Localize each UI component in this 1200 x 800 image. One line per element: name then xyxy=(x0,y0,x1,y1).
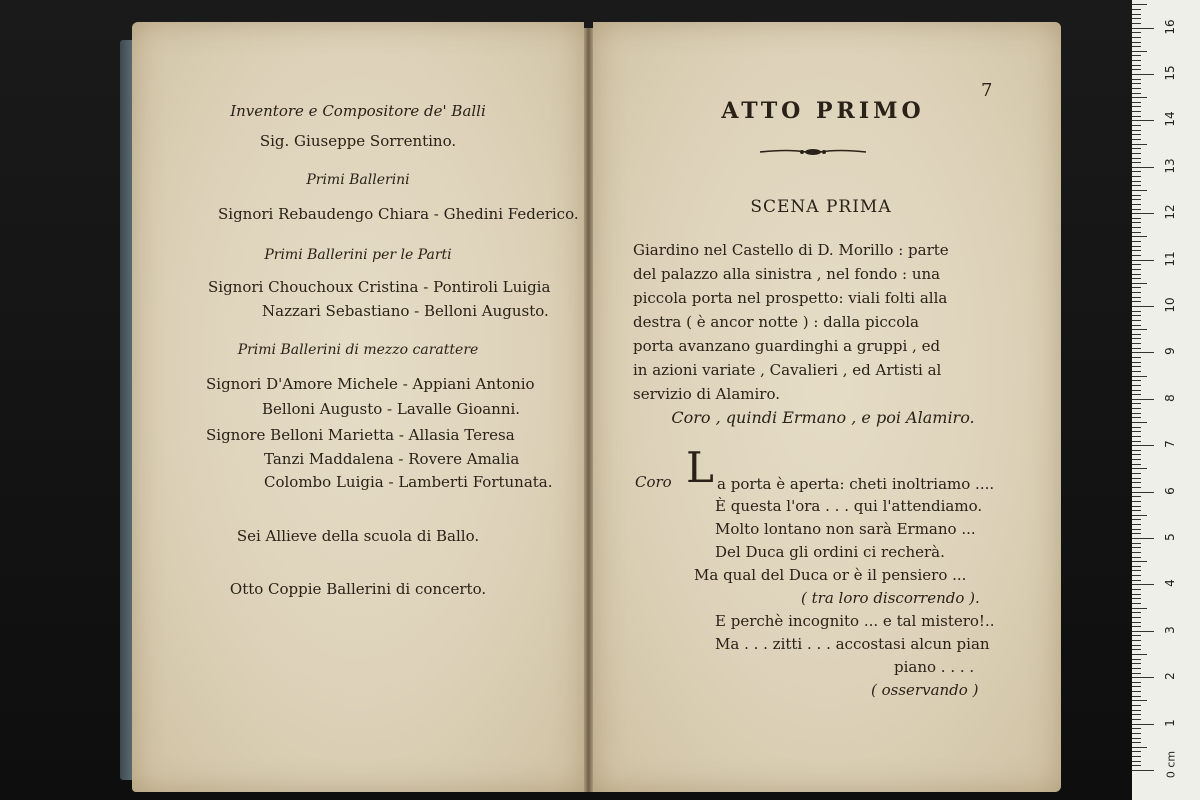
characters-line: Coro , quindi Ermano , e poi Alamiro. xyxy=(671,408,975,427)
ruler-tick xyxy=(1132,366,1141,367)
ruler-tick xyxy=(1132,557,1141,558)
ruler-label: 10 xyxy=(1163,297,1177,313)
ruler-tick xyxy=(1132,4,1147,5)
ruler-tick xyxy=(1132,148,1141,149)
ruler-label: 16 xyxy=(1163,18,1177,35)
ruler-tick xyxy=(1132,241,1141,242)
ruler-tick xyxy=(1132,158,1141,159)
ruler-tick xyxy=(1132,686,1141,687)
ruler-tick xyxy=(1132,83,1141,84)
coppie-line: Otto Coppie Ballerini di concerto. xyxy=(229,580,487,598)
ruler-tick xyxy=(1132,269,1141,270)
ruler-tick xyxy=(1132,464,1141,465)
ruler-tick xyxy=(1132,204,1141,205)
ruler-tick xyxy=(1132,130,1141,131)
ruler-tick xyxy=(1132,250,1141,251)
ruler-tick xyxy=(1132,594,1141,595)
ruler-tick xyxy=(1132,93,1141,94)
ruler-tick xyxy=(1132,742,1141,743)
ruler-tick xyxy=(1132,417,1141,418)
ruler-label: 4 xyxy=(1163,579,1177,588)
ruler-tick xyxy=(1132,584,1154,585)
ruler-tick xyxy=(1132,232,1141,233)
ruler-tick xyxy=(1132,190,1147,191)
ruler-tick xyxy=(1132,46,1141,47)
ruler-tick xyxy=(1132,260,1154,261)
ruler-tick xyxy=(1132,42,1141,43)
allieve-line: Sei Allieve della scuola di Ballo. xyxy=(236,527,480,545)
ruler-tick xyxy=(1132,144,1147,145)
ruler-tick xyxy=(1132,394,1141,395)
ornament-rule xyxy=(758,146,868,158)
ruler-tick xyxy=(1132,334,1141,335)
ruler-tick xyxy=(1132,649,1141,650)
ruler-tick xyxy=(1132,751,1141,752)
ruler-label: 14 xyxy=(1163,111,1177,128)
ruler-tick xyxy=(1132,51,1147,52)
ruler-tick xyxy=(1132,385,1141,386)
ruler-label: 9 xyxy=(1163,347,1177,356)
ruler-tick xyxy=(1132,668,1141,669)
ruler-tick xyxy=(1132,348,1141,349)
ruler-tick xyxy=(1132,171,1141,172)
ruler-tick xyxy=(1132,134,1141,135)
ruler-tick xyxy=(1132,608,1147,609)
ruler-label: 12 xyxy=(1163,204,1177,220)
ruler-tick xyxy=(1132,445,1154,446)
ruler-label: 13 xyxy=(1163,158,1177,174)
ruler-tick xyxy=(1132,705,1141,706)
ruler-label: 1 xyxy=(1163,718,1177,727)
ruler-tick xyxy=(1132,561,1147,562)
ruler-tick xyxy=(1132,65,1141,66)
ruler-tick xyxy=(1132,510,1141,511)
ruler-tick xyxy=(1132,120,1154,121)
parti-line-2: Nazzari Sebastiano - Belloni Augusto. xyxy=(262,302,549,320)
parti-heading: Primi Ballerini per le Parti xyxy=(264,247,452,263)
ruler-tick xyxy=(1132,403,1141,404)
ruler-tick xyxy=(1132,589,1141,590)
primi-heading: Primi Ballerini xyxy=(306,172,410,188)
ruler-tick xyxy=(1132,492,1154,493)
ruler-tick xyxy=(1132,362,1141,363)
verse-line: a porta è aperta: cheti inoltriamo .... xyxy=(717,475,995,493)
ruler-label: 11 xyxy=(1163,250,1177,267)
ruler-tick xyxy=(1132,691,1141,692)
ruler-tick xyxy=(1132,622,1141,623)
ruler-tick xyxy=(1132,598,1141,599)
ruler-tick xyxy=(1132,738,1141,739)
ruler-tick xyxy=(1132,441,1141,442)
ruler-tick xyxy=(1132,371,1141,372)
verse-line: E perchè incognito ... e tal mistero!.. xyxy=(715,612,995,630)
ruler-tick xyxy=(1132,274,1141,275)
inventor-heading: Inventore e Compositore de' Balli xyxy=(230,102,486,120)
ruler-tick xyxy=(1132,626,1141,627)
ruler-tick xyxy=(1132,399,1154,400)
ruler-tick xyxy=(1132,55,1141,56)
ruler-tick xyxy=(1132,97,1147,98)
mezzo-line-1: Signori D'Amore Michele - Appiani Antonio xyxy=(206,375,535,393)
ruler-label: 5 xyxy=(1163,533,1177,541)
ruler-tick xyxy=(1132,459,1141,460)
ruler-tick xyxy=(1132,552,1141,553)
ruler-tick xyxy=(1132,408,1141,409)
speaker-label: Coro xyxy=(635,473,672,491)
ruler-tick xyxy=(1132,612,1141,613)
ruler-tick xyxy=(1132,529,1141,530)
ruler-tick xyxy=(1132,69,1141,70)
ruler-tick xyxy=(1132,376,1147,377)
ruler-tick xyxy=(1132,570,1141,571)
ruler-tick xyxy=(1132,547,1141,548)
ruler-tick xyxy=(1132,79,1141,80)
ruler-tick xyxy=(1132,501,1141,502)
ruler-tick xyxy=(1132,677,1154,678)
ruler-tick xyxy=(1132,659,1141,660)
ruler-tick xyxy=(1132,580,1141,581)
primi-names: Signori Rebaudengo Chiara - Ghedini Federico. xyxy=(218,205,579,223)
right-page xyxy=(593,22,1061,792)
ruler-tick xyxy=(1132,436,1141,437)
ruler-tick xyxy=(1132,222,1141,223)
ruler-tick xyxy=(1132,357,1141,358)
ruler-tick xyxy=(1132,714,1141,715)
ruler-tick xyxy=(1132,645,1141,646)
stage-direction-line: del palazzo alla sinistra , nel fondo : una xyxy=(633,265,941,283)
ruler-tick xyxy=(1132,640,1141,641)
ruler-tick xyxy=(1132,139,1141,140)
ruler-label: 3 xyxy=(1163,625,1177,634)
stage-direction-line: piccola porta nel prospetto: viali folti alla xyxy=(633,289,948,307)
stage-direction-line: porta avanzano guardinghi a gruppi , ed xyxy=(633,337,941,355)
ruler-tick xyxy=(1132,278,1141,279)
ruler-tick xyxy=(1132,255,1141,256)
ruler-tick xyxy=(1132,343,1141,344)
ruler-tick xyxy=(1132,352,1154,353)
ruler-tick xyxy=(1132,325,1141,326)
verse-stage-note: ( tra loro discorrendo ). xyxy=(801,589,980,607)
ruler-tick xyxy=(1132,287,1141,288)
ruler-tick xyxy=(1132,770,1154,771)
measurement-ruler xyxy=(1132,0,1200,800)
ruler-tick xyxy=(1132,106,1141,107)
ruler-tick xyxy=(1132,218,1141,219)
ruler-tick xyxy=(1132,635,1141,636)
ruler-tick xyxy=(1132,181,1141,182)
ruler-label: 2 xyxy=(1163,672,1177,681)
ruler-tick xyxy=(1132,246,1141,247)
ruler-tick xyxy=(1132,487,1141,488)
ruler-tick xyxy=(1132,297,1141,298)
ruler-label: 8 xyxy=(1163,393,1177,402)
ruler-tick xyxy=(1132,450,1141,451)
ruler-tick xyxy=(1132,227,1141,228)
ruler-tick xyxy=(1132,538,1154,539)
inventor-name: Sig. Giuseppe Sorrentino. xyxy=(259,132,457,150)
verse-line: Molto lontano non sarà Ermano ... xyxy=(715,520,976,538)
ruler-tick xyxy=(1132,264,1141,265)
ruler-tick xyxy=(1132,23,1141,24)
ruler-tick xyxy=(1132,329,1147,330)
ruler-tick xyxy=(1132,88,1141,89)
verse-line: Ma . . . zitti . . . accostasi alcun pian xyxy=(715,635,990,653)
ruler-tick xyxy=(1132,747,1147,748)
scene-title: SCENA PRIMA xyxy=(750,197,892,217)
ruler-tick xyxy=(1132,533,1141,534)
page-number: 7 xyxy=(981,80,993,101)
ruler-tick xyxy=(1132,482,1141,483)
stage-direction-line: Giardino nel Castello di D. Morillo : parte xyxy=(633,241,949,259)
ruler-tick xyxy=(1132,543,1141,544)
ruler-tick xyxy=(1132,301,1141,302)
ruler-tick xyxy=(1132,14,1141,15)
ruler-tick xyxy=(1132,654,1147,655)
ruler-tick xyxy=(1132,728,1141,729)
signore-line-3: Colombo Luigia - Lamberti Fortunata. xyxy=(264,473,553,491)
ruler-tick xyxy=(1132,74,1154,75)
ruler-tick xyxy=(1132,18,1141,19)
left-page xyxy=(132,22,584,792)
ruler-tick xyxy=(1132,468,1147,469)
ruler-tick xyxy=(1132,292,1141,293)
ruler-tick xyxy=(1132,431,1141,432)
ruler-tick xyxy=(1132,413,1141,414)
drop-cap: L xyxy=(686,443,714,492)
ruler-tick xyxy=(1132,162,1141,163)
ruler-tick xyxy=(1132,422,1147,423)
ruler-tick xyxy=(1132,724,1154,725)
ruler-tick xyxy=(1132,338,1141,339)
ruler-tick xyxy=(1132,566,1141,567)
ruler-tick xyxy=(1132,306,1154,307)
ruler-tick xyxy=(1132,454,1141,455)
ruler-tick xyxy=(1132,478,1141,479)
ruler-tick xyxy=(1132,32,1141,33)
verse-stage-note: ( osservando ) xyxy=(871,681,979,699)
ruler-tick xyxy=(1132,603,1141,604)
ruler-tick xyxy=(1132,756,1141,757)
ruler-tick xyxy=(1132,213,1154,214)
ruler-tick xyxy=(1132,506,1141,507)
ruler-tick xyxy=(1132,185,1141,186)
ruler-tick xyxy=(1132,719,1141,720)
stage-direction-line: in azioni variate , Cavalieri , ed Artisti al xyxy=(633,361,942,379)
verse-line: Ma qual del Duca or è il pensiero ... xyxy=(694,566,967,584)
ruler-tick xyxy=(1132,515,1147,516)
ruler-tick xyxy=(1132,315,1141,316)
signore-line-2: Tanzi Maddalena - Rovere Amalia xyxy=(264,450,520,468)
mezzo-line-2: Belloni Augusto - Lavalle Gioanni. xyxy=(262,400,521,418)
ruler-tick xyxy=(1132,209,1141,210)
act-title: ATTO PRIMO xyxy=(721,98,925,124)
ruler-tick xyxy=(1132,125,1141,126)
ruler-label: 7 xyxy=(1163,440,1177,449)
stage-direction-line: destra ( è ancor notte ) : dalla piccola xyxy=(633,313,919,331)
ruler-tick xyxy=(1132,473,1141,474)
ruler-tick xyxy=(1132,631,1154,632)
ruler-tick xyxy=(1132,761,1141,762)
ruler-tick xyxy=(1132,673,1141,674)
ruler-tick xyxy=(1132,60,1141,61)
parti-line-1: Signori Chouchoux Cristina - Pontiroli Luigia xyxy=(208,278,551,296)
ruler-tick xyxy=(1132,153,1141,154)
ruler-tick xyxy=(1132,700,1147,701)
ruler-label: 15 xyxy=(1163,65,1177,81)
ruler-tick xyxy=(1132,696,1141,697)
ruler-tick xyxy=(1132,283,1147,284)
ruler-tick xyxy=(1132,111,1141,112)
verse-line: Del Duca gli ordini ci recherà. xyxy=(715,543,945,561)
mezzo-heading: Primi Ballerini di mezzo carattere xyxy=(237,342,479,358)
verse-line: È questa l'ora . . . qui l'attendiamo. xyxy=(715,497,983,515)
ruler-tick xyxy=(1132,663,1141,664)
signore-line-1: Signore Belloni Marietta - Allasia Teresa xyxy=(206,426,515,444)
ruler-tick xyxy=(1132,617,1141,618)
ruler-tick xyxy=(1132,236,1147,237)
ruler-tick xyxy=(1132,380,1141,381)
ruler-tick xyxy=(1132,710,1141,711)
ruler-tick xyxy=(1132,575,1141,576)
verse-line: piano . . . . xyxy=(894,658,975,676)
ruler-tick xyxy=(1132,199,1141,200)
ruler-tick xyxy=(1132,524,1141,525)
ruler-tick xyxy=(1132,116,1141,117)
ruler-tick xyxy=(1132,390,1141,391)
ruler-tick xyxy=(1132,28,1154,29)
ruler-tick xyxy=(1132,176,1141,177)
ruler-tick xyxy=(1132,320,1141,321)
ruler-tick xyxy=(1132,427,1141,428)
ruler-tick xyxy=(1132,102,1141,103)
ruler-tick xyxy=(1132,496,1141,497)
ruler-tick xyxy=(1132,733,1141,734)
ruler-tick xyxy=(1132,167,1154,168)
ruler-tick xyxy=(1132,765,1141,766)
ruler-tick xyxy=(1132,195,1141,196)
ruler-unit-label: 0 cm xyxy=(1164,750,1178,779)
ruler-tick xyxy=(1132,37,1141,38)
stage-direction-line: servizio di Alamiro. xyxy=(633,385,780,403)
ruler-tick xyxy=(1132,9,1141,10)
ruler-label: 6 xyxy=(1163,486,1177,495)
ruler-tick xyxy=(1132,519,1141,520)
ruler-tick xyxy=(1132,311,1141,312)
ruler-tick xyxy=(1132,682,1141,683)
